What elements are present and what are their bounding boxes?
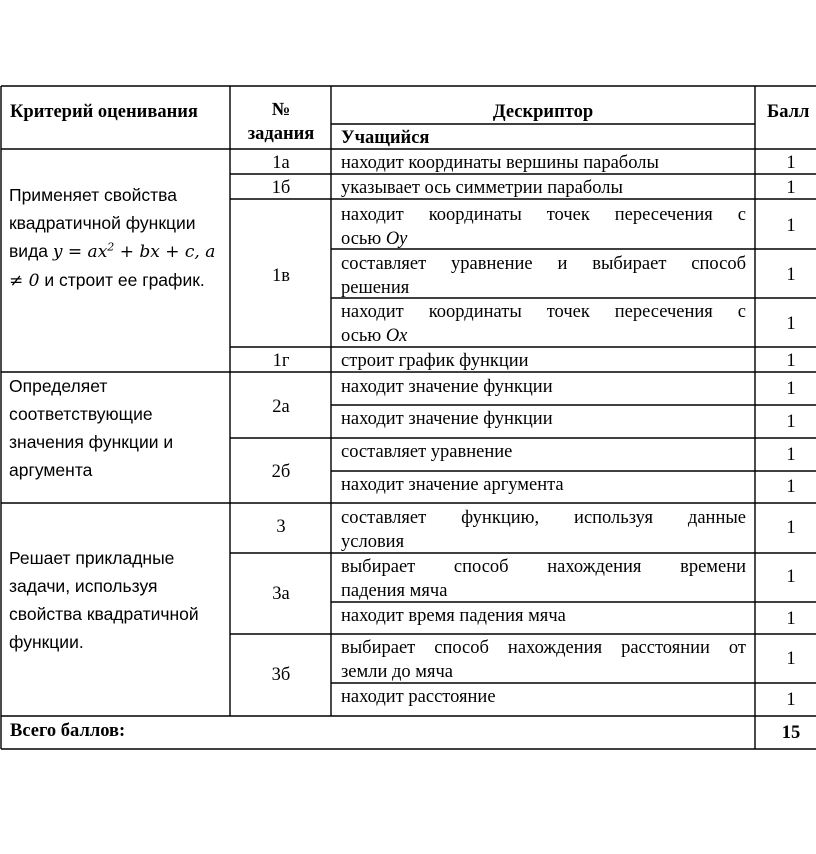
criterion-1-formula: $y = ax^2$ + bx + c, a ≠ 0 (9, 240, 216, 291)
points-15: 1 (786, 690, 796, 710)
task-1v: 1в (272, 266, 290, 286)
criterion-2: Определяет соответствующие значения функции и аргумента (9, 376, 174, 480)
descriptor-13: находит время падения мяча (341, 606, 566, 626)
descriptor-12 (341, 555, 746, 603)
descriptor-7: находит значение функции (341, 377, 553, 397)
points-12: 1 (786, 567, 796, 587)
header-points: Балл (767, 102, 810, 122)
points-3: 1 (786, 216, 796, 236)
descriptor-5 (341, 300, 746, 348)
criterion-1 (9, 181, 225, 331)
descriptor-14-line1: выбирает способ нахождения расстоянии от (341, 638, 746, 658)
points-11: 1 (786, 518, 796, 538)
descriptor-10: находит значение аргумента (341, 475, 564, 495)
task-3a: 3а (272, 584, 290, 604)
header-task-number-line1: № (271, 100, 291, 120)
points-8: 1 (786, 412, 796, 432)
header-task-number-line2: задания (247, 124, 315, 144)
descriptor-4-line2: решения (341, 278, 410, 298)
descriptor-3-line2: осью Oy (341, 229, 408, 249)
descriptor-3 (341, 203, 746, 251)
descriptor-4 (341, 252, 746, 300)
header-descriptor: Дескриптор (492, 102, 594, 122)
descriptor-14-line2: земли до мяча (341, 662, 454, 682)
descriptor-1: находит координаты вершины параболы (341, 153, 659, 173)
points-7: 1 (786, 379, 796, 399)
points-4: 1 (786, 265, 796, 285)
points-13: 1 (786, 609, 796, 629)
descriptor-11 (341, 506, 746, 554)
points-6: 1 (786, 351, 796, 371)
descriptor-9: составляет уравнение (341, 442, 513, 462)
descriptor-11-line2: условия (341, 532, 405, 552)
points-9: 1 (786, 445, 796, 465)
total-value: 15 (781, 723, 801, 743)
task-3b: 3б (271, 665, 291, 685)
descriptor-15: находит расстояние (341, 687, 496, 707)
descriptor-11-line1: составляет функцию, используя данные (341, 508, 746, 528)
task-1b: 1б (271, 178, 291, 198)
descriptor-14 (341, 636, 746, 684)
task-2a: 2а (272, 397, 290, 417)
points-10: 1 (786, 477, 796, 497)
descriptor-6: строит график функции (341, 351, 529, 371)
task-1a: 1а (272, 153, 290, 173)
task-2b: 2б (271, 462, 291, 482)
criterion-1-text-a: Применяет свойства квадратичной функции вида (9, 185, 196, 261)
points-2: 1 (786, 178, 796, 198)
criterion-3: Решает прикладные задачи, используя свойства квадратичной функции. (9, 548, 199, 652)
points-1: 1 (786, 153, 796, 173)
total-label: Всего баллов: (10, 721, 126, 741)
points-14: 1 (786, 649, 796, 669)
descriptor-4-line1: составляет уравнение и выбирает способ (341, 254, 746, 274)
descriptor-8: находит значение функции (341, 409, 553, 429)
header-criterion: Критерий оценивания (10, 102, 198, 122)
task-3: 3 (276, 517, 286, 537)
header-student: Учащийся (341, 128, 430, 148)
points-5: 1 (786, 314, 796, 334)
descriptor-12-line1: выбирает способ нахождения времени (341, 557, 746, 577)
descriptor-2: указывает ось симметрии параболы (341, 178, 623, 198)
task-1g: 1г (272, 351, 290, 371)
criterion-1-text-b: и строит ее график. (44, 270, 205, 290)
descriptor-3-line1: находит координаты точек пересечения с (341, 205, 746, 225)
descriptor-12-line2: падения мяча (341, 581, 448, 601)
descriptor-5-line1: находит координаты точек пересечения с (341, 302, 746, 322)
descriptor-5-line2: осью Ox (341, 326, 408, 346)
header-task-number (231, 98, 331, 146)
